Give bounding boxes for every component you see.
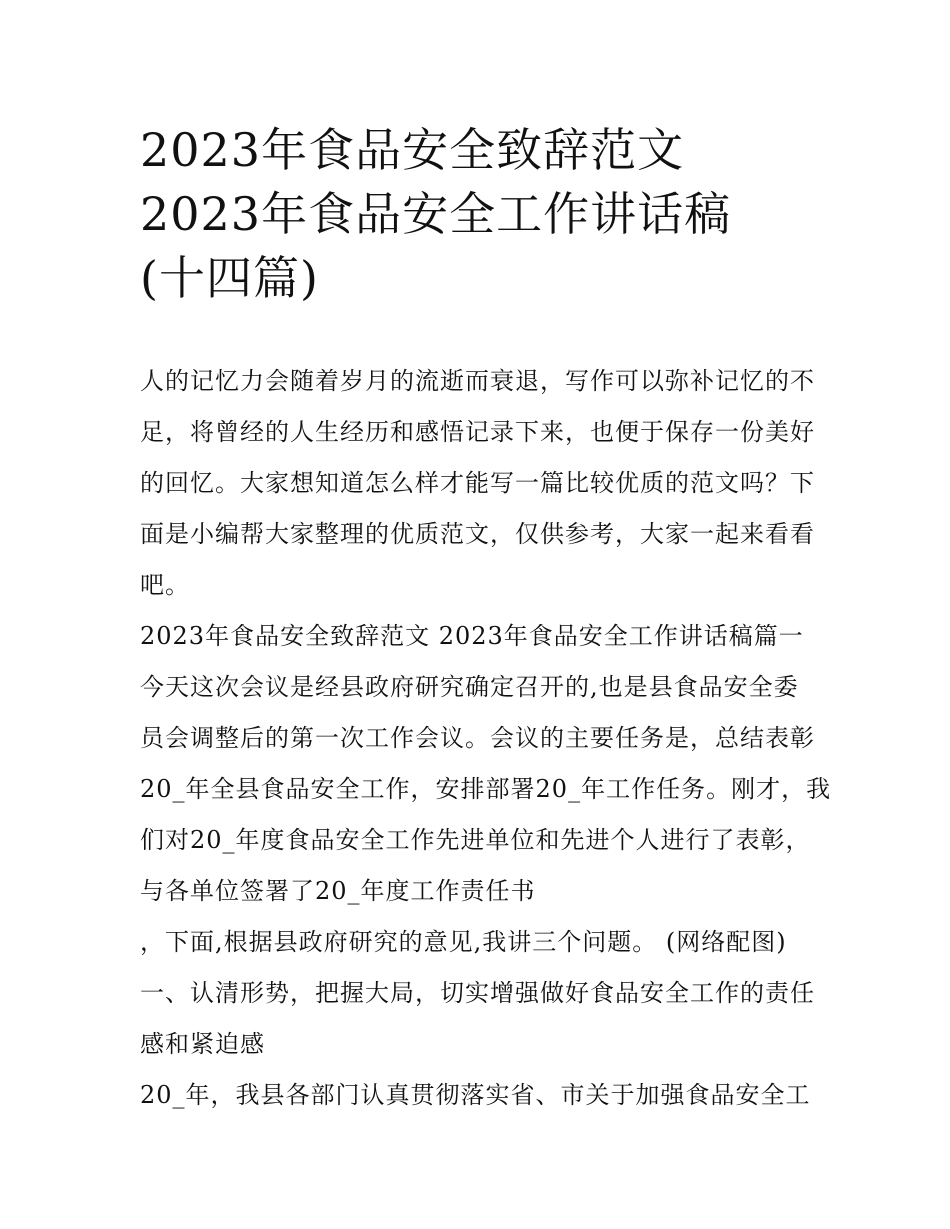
body-line: 员会调整后的第一次工作会议。会议的主要任务是，总结表彰 [140,724,815,752]
body-line: 今天这次会议是经县政府研究确定召开的,也是县食品安全委 [140,673,799,701]
section-heading: 2023年食品安全致辞范文 2023年食品安全工作讲话稿篇一 [140,622,804,650]
body-line: 一、认清形势，把握大局，切实增强做好食品安全工作的责任 [140,979,815,1007]
body-line: 吧。 [140,571,190,599]
body-line: 的回忆。大家想知道怎么样才能写一篇比较优质的范文吗？下 [140,469,815,497]
body-line: 与各单位签署了20_年度工作责任书 [140,877,536,905]
document-body [140,356,832,1121]
body-line: 面是小编帮大家整理的优质范文，仅供参考，大家一起来看看 [140,520,815,548]
body-line: 20_年，我县各部门认真贯彻落实省、市关于加强食品安全工 [140,1081,811,1109]
title-line: 2023年食品安全致辞范文 [140,123,685,177]
body-line: 感和紧迫感 [140,1030,265,1058]
body-line: 足，将曾经的人生经历和感悟记录下来，也便于保存一份美好 [140,418,815,446]
title-line: (十四篇) [140,251,319,305]
body-line: 20_年全县食品安全工作，安排部署20_年工作任务。刚才，我 [140,775,832,803]
document-title [140,118,830,310]
body-line: 人的记忆力会随着岁月的流逝而衰退，写作可以弥补记忆的不 [140,367,815,395]
body-line: 们对20_年度食品安全工作先进单位和先进个人进行了表彰， [140,826,811,854]
body-line: ，下面,根据县政府研究的意见,我讲三个问题。 (网络配图) [140,928,787,956]
title-line: 2023年食品安全工作讲话稿 [140,187,732,241]
